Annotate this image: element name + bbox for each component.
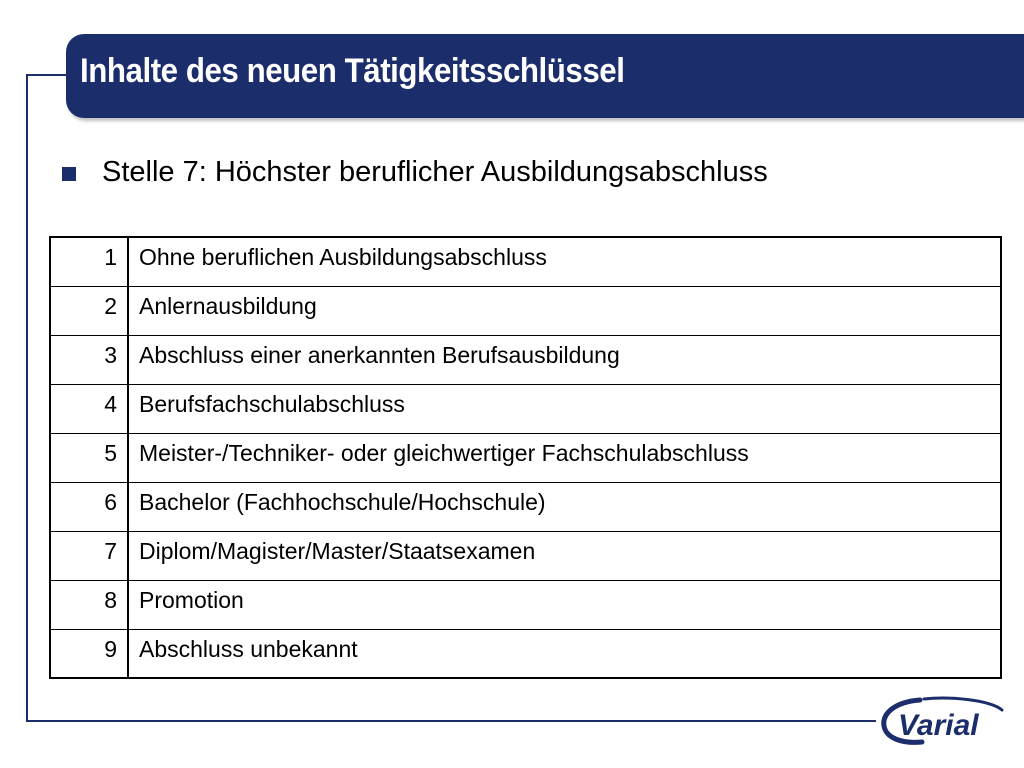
qualification-table <box>49 236 1002 679</box>
row-code: 5 <box>50 433 128 482</box>
row-label: Anlernausbildung <box>128 286 1001 335</box>
bullet-square-icon <box>62 167 76 181</box>
varial-logo <box>880 694 1006 748</box>
table-row <box>50 531 1001 580</box>
bullet-text: Stelle 7: Höchster beruflicher Ausbildungsabschluss <box>102 156 768 188</box>
row-code: 7 <box>50 531 128 580</box>
table-row <box>50 629 1001 678</box>
row-label: Promotion <box>128 580 1001 629</box>
row-code: 2 <box>50 286 128 335</box>
frame-line-left <box>26 74 28 722</box>
logo-text: Varial <box>898 709 979 742</box>
table-row <box>50 237 1001 286</box>
row-label: Abschluss unbekannt <box>128 629 1001 678</box>
row-code: 3 <box>50 335 128 384</box>
bullet-item <box>62 156 768 189</box>
row-label: Ohne beruflichen Ausbildungsabschluss <box>128 237 1001 286</box>
row-label: Bachelor (Fachhochschule/Hochschule) <box>128 482 1001 531</box>
row-code: 9 <box>50 629 128 678</box>
table-row <box>50 482 1001 531</box>
row-code: 4 <box>50 384 128 433</box>
row-label: Meister-/Techniker- oder gleichwertiger Fachschulabschluss <box>128 433 1001 482</box>
table-row <box>50 580 1001 629</box>
table-row <box>50 433 1001 482</box>
slide-title: Inhalte des neuen Tätigkeitsschlüssel <box>80 52 625 90</box>
row-label: Abschluss einer anerkannten Berufsausbildung <box>128 335 1001 384</box>
row-label: Berufsfachschulabschluss <box>128 384 1001 433</box>
table-row <box>50 335 1001 384</box>
row-code: 1 <box>50 237 128 286</box>
table-row <box>50 384 1001 433</box>
table-row <box>50 286 1001 335</box>
row-code: 6 <box>50 482 128 531</box>
frame-line-bottom <box>26 720 876 722</box>
row-label: Diplom/Magister/Master/Staatsexamen <box>128 531 1001 580</box>
row-code: 8 <box>50 580 128 629</box>
frame-line-top <box>26 74 71 76</box>
